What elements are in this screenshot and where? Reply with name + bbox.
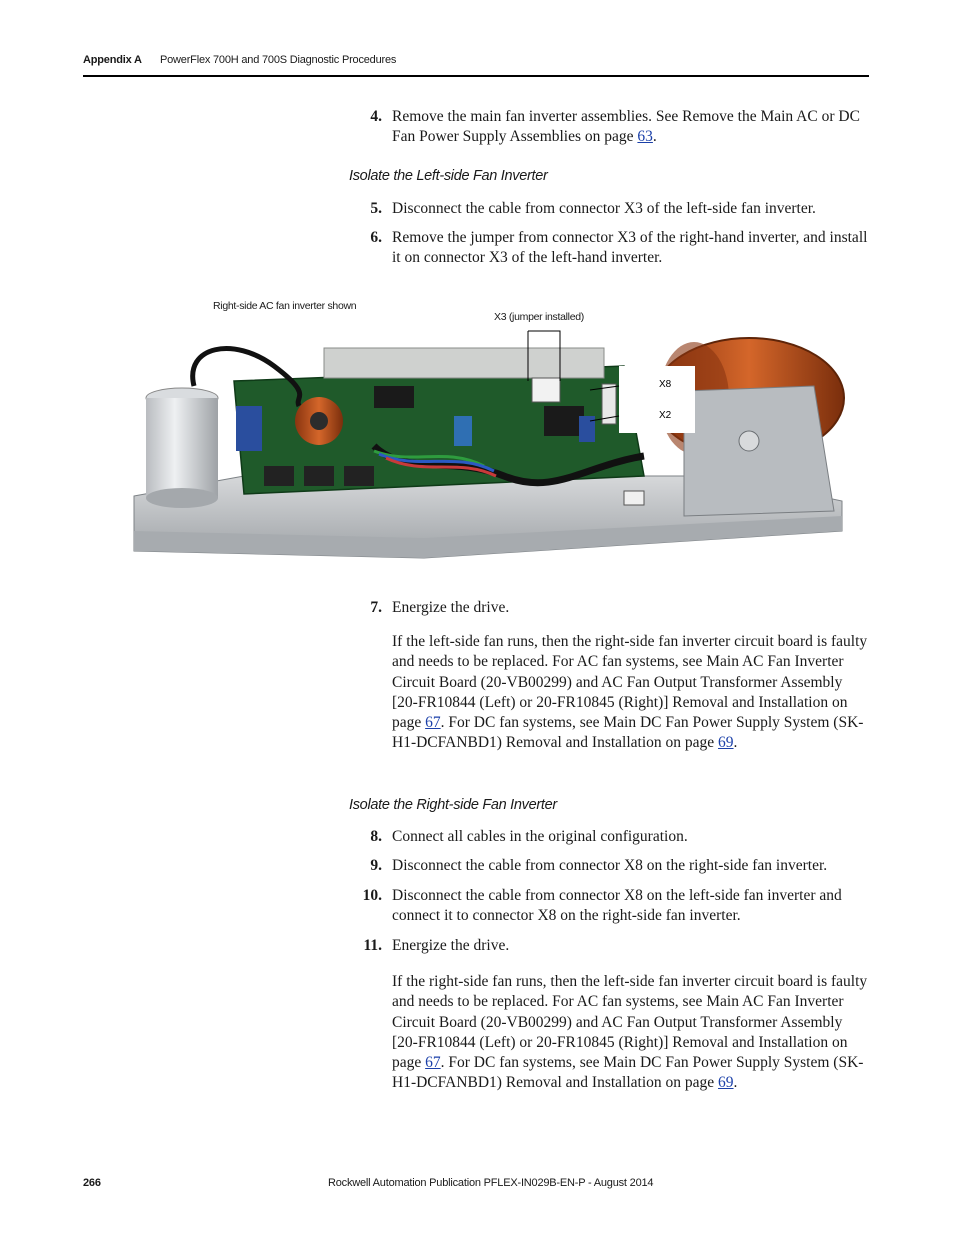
step-11-result: If the right-side fan runs, then the left-side fan inverter circuit board is faulty and needs to be replaced. For AC fan systems, see Main AC Fan Inverter Circuit Board (20-VB00299) and AC Fan Output Transformer Assembly [20-FR10844 (Left) or 20-FR10845 (Right)] Removal and Installation on page 67. For DC fan systems, see Main DC Fan Power Supply System (SK-H1-DCFANBD1) Removal and Installation on page 69. [392,973,868,1092]
header-title: PowerFlex 700H and 700S Diagnostic Procedures [160,54,397,66]
callout-x8: X8 [659,379,672,390]
callout-x3: X3 (jumper installed) [494,311,584,323]
subheading-right-side: Isolate the Right-side Fan Inverter [349,797,557,813]
header-rule [83,75,869,77]
page-link[interactable]: 69 [718,1074,734,1092]
page-link[interactable]: 67 [425,714,441,732]
subheading-left-side: Isolate the Left-side Fan Inverter [349,168,548,184]
page-link[interactable]: 69 [718,734,734,752]
page-number: 266 [83,1177,101,1189]
page-header [83,54,397,66]
fan-inverter-photo [124,326,846,566]
callout-x2: X2 [659,410,672,421]
page-link[interactable]: 63 [637,128,653,146]
step-7-result: If the left-side fan runs, then the right-side fan inverter circuit board is faulty and needs to be replaced. For AC fan systems, see Main AC Fan Inverter Circuit Board (20-VB00299) and AC Fan Output Transformer Assembly [20-FR10844 (Left) or 20-FR10845 (Right)] Removal and Installation on page 67. For DC fan systems, see Main DC Fan Power Supply System (SK-H1-DCFANBD1) Removal and Installation on page 69. [392,633,868,752]
page-link[interactable]: 67 [425,1054,441,1072]
publication-info: Rockwell Automation Publication PFLEX-IN029B-EN-P - August 2014 [328,1177,654,1189]
figure-caption: Right-side AC fan inverter shown [213,300,357,312]
appendix-label: Appendix A [83,54,142,66]
